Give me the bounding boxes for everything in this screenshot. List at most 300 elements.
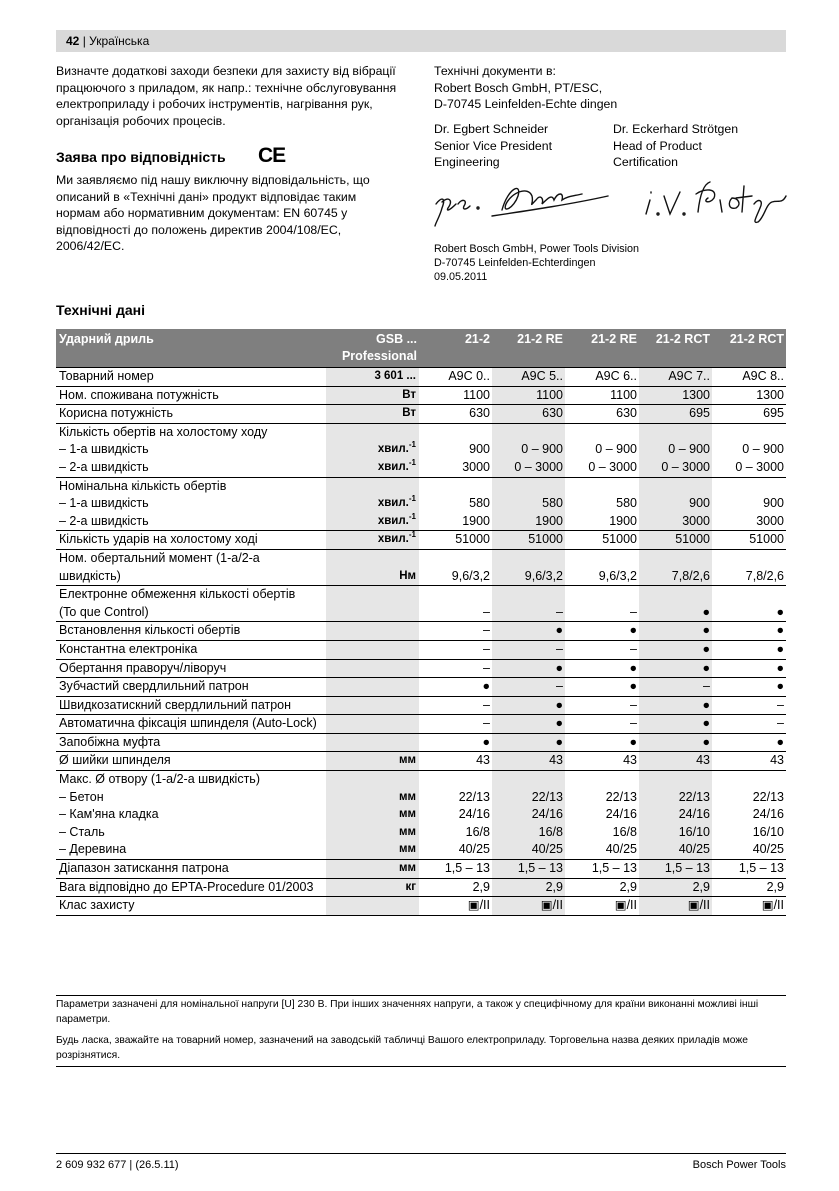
row-unit bbox=[326, 860, 419, 879]
row-label: Константна електроніка bbox=[56, 640, 326, 659]
table-header-row bbox=[56, 329, 786, 368]
row-value bbox=[492, 513, 565, 531]
row-value-text: 40/25 bbox=[531, 842, 563, 857]
unit-exponent: -1 bbox=[408, 494, 416, 504]
row-unit bbox=[326, 423, 419, 441]
row-unit bbox=[326, 477, 419, 495]
row-value-text: 7,8/2,6 bbox=[671, 568, 710, 583]
row-label: (To que Control) bbox=[59, 604, 149, 619]
row-value bbox=[565, 513, 639, 531]
row-value-text: 2,9 bbox=[545, 879, 563, 894]
table-row bbox=[56, 789, 786, 807]
row-value bbox=[565, 752, 639, 771]
feature-yes-dot: ● bbox=[702, 623, 710, 638]
row-value-text: ▣/II bbox=[687, 898, 710, 913]
table-row bbox=[56, 386, 786, 405]
table-row bbox=[56, 771, 786, 789]
table-header-unit2: Professional bbox=[341, 349, 417, 363]
row-value bbox=[419, 824, 492, 842]
row-value bbox=[419, 368, 492, 387]
row-value bbox=[419, 441, 492, 459]
row-label: Кількість обертів на холостому ходу bbox=[56, 423, 326, 441]
row-value bbox=[639, 604, 712, 622]
table-row bbox=[56, 640, 786, 659]
row-value bbox=[419, 549, 492, 567]
row-value bbox=[639, 752, 712, 771]
row-unit-text: хвил. bbox=[377, 514, 409, 527]
header-language: Українська bbox=[89, 34, 150, 48]
row-value-text: 43 bbox=[549, 753, 563, 768]
row-value bbox=[712, 640, 786, 659]
row-value bbox=[419, 733, 492, 752]
row-value-text: 695 bbox=[689, 406, 710, 421]
row-value-text: – bbox=[483, 641, 490, 656]
row-value-text: 24/16 bbox=[678, 807, 710, 822]
row-value-text: 16/8 bbox=[538, 824, 563, 839]
row-value-text: 40/25 bbox=[752, 842, 784, 857]
row-unit-text: мм bbox=[398, 825, 416, 838]
row-value bbox=[712, 824, 786, 842]
row-value bbox=[565, 860, 639, 879]
row-label: Товарний номер bbox=[56, 368, 326, 387]
row-value-text: 1900 bbox=[609, 513, 637, 528]
row-value bbox=[712, 477, 786, 495]
row-value-text: 0 – 3000 bbox=[514, 459, 563, 474]
tech-docs-line2: Robert Bosch GmbH, PT/ESC, bbox=[434, 80, 603, 95]
row-value bbox=[419, 568, 492, 586]
feature-yes-dot: ● bbox=[629, 734, 637, 749]
row-value-text: 51000 bbox=[602, 532, 637, 547]
row-value-text: – bbox=[483, 604, 490, 619]
row-value bbox=[565, 495, 639, 513]
row-value bbox=[419, 459, 492, 477]
row-value bbox=[712, 513, 786, 531]
row-value bbox=[639, 495, 712, 513]
row-value bbox=[492, 441, 565, 459]
table-row bbox=[56, 604, 786, 622]
row-value bbox=[492, 897, 565, 916]
row-value bbox=[492, 531, 565, 550]
row-value bbox=[565, 459, 639, 477]
table-row bbox=[56, 860, 786, 879]
row-value bbox=[639, 771, 712, 789]
row-value bbox=[712, 878, 786, 897]
row-value-text: 24/16 bbox=[458, 807, 490, 822]
unit-exponent: -1 bbox=[408, 458, 416, 468]
row-value-text: 51000 bbox=[528, 532, 563, 547]
feature-yes-dot: ● bbox=[702, 604, 710, 619]
table-row bbox=[56, 841, 786, 859]
row-value-text: 51000 bbox=[749, 532, 784, 547]
row-value bbox=[492, 860, 565, 879]
row-value-text: A9C 7.. bbox=[668, 369, 710, 383]
row-value bbox=[565, 386, 639, 405]
row-value-text: 2,9 bbox=[619, 879, 637, 894]
row-value-text: – bbox=[630, 641, 637, 656]
row-label: Електронне обмеження кількості обертів bbox=[56, 586, 326, 604]
row-value-text: – bbox=[630, 716, 637, 731]
row-value bbox=[419, 531, 492, 550]
row-unit-text: хвил. bbox=[377, 460, 409, 473]
row-value-text: 0 – 900 bbox=[742, 442, 784, 457]
table-row bbox=[56, 531, 786, 550]
table-row bbox=[56, 659, 786, 678]
table-row bbox=[56, 806, 786, 824]
row-value-text: – bbox=[556, 604, 563, 619]
row-label: Автоматична фіксація шпинделя (Auto-Lock) bbox=[56, 715, 326, 734]
unit-exponent: -1 bbox=[408, 440, 416, 450]
row-value-text: – bbox=[630, 604, 637, 619]
row-label: Ном. споживана потужність bbox=[56, 386, 326, 405]
feature-yes-dot: ● bbox=[776, 679, 784, 694]
ce-mark: CE bbox=[258, 144, 286, 167]
row-unit bbox=[326, 824, 419, 842]
row-value bbox=[639, 586, 712, 604]
row-value-text: 1300 bbox=[682, 387, 710, 402]
row-value bbox=[492, 423, 565, 441]
row-value bbox=[712, 586, 786, 604]
tech-docs bbox=[434, 63, 784, 113]
table-row bbox=[56, 477, 786, 495]
tech-docs-line3: D-70745 Leinfelden-Echte dingen bbox=[434, 97, 618, 111]
row-value bbox=[419, 586, 492, 604]
row-unit-text: мм bbox=[398, 754, 416, 767]
row-value bbox=[565, 368, 639, 387]
row-unit-text: хвил. bbox=[377, 533, 409, 546]
row-value-text: A9C 0.. bbox=[448, 369, 490, 383]
table-row bbox=[56, 549, 786, 567]
row-label: Встановлення кількості обертів bbox=[56, 622, 326, 641]
row-value-text: A9C 6.. bbox=[595, 369, 637, 383]
row-label: Зубчастий свердлильний патрон bbox=[56, 678, 326, 697]
row-value-text: 0 – 3000 bbox=[735, 459, 784, 474]
row-value-text: 43 bbox=[696, 753, 710, 768]
row-value bbox=[419, 495, 492, 513]
row-value bbox=[565, 640, 639, 659]
row-value bbox=[492, 459, 565, 477]
row-unit bbox=[326, 513, 419, 531]
row-value bbox=[419, 841, 492, 859]
row-value bbox=[492, 806, 565, 824]
row-unit bbox=[326, 752, 419, 771]
row-value bbox=[639, 459, 712, 477]
row-value-text: 22/13 bbox=[458, 789, 490, 804]
row-unit-text: хвил. bbox=[377, 497, 409, 510]
row-value bbox=[639, 405, 712, 424]
row-value-text: 1,5 – 13 bbox=[444, 861, 490, 876]
row-value bbox=[639, 549, 712, 567]
row-value bbox=[712, 696, 786, 715]
row-value bbox=[565, 789, 639, 807]
issue-date: 09.05.2011 bbox=[434, 271, 488, 283]
row-value bbox=[492, 405, 565, 424]
row-unit bbox=[326, 678, 419, 697]
row-value-text: ▣/II bbox=[614, 898, 637, 913]
row-value bbox=[492, 622, 565, 641]
row-value-text: 0 – 900 bbox=[521, 442, 563, 457]
table-header-col: 21-2 RE bbox=[492, 329, 565, 368]
row-value-text: 2,9 bbox=[692, 879, 710, 894]
row-value bbox=[565, 696, 639, 715]
feature-yes-dot: ● bbox=[702, 716, 710, 731]
row-unit bbox=[326, 715, 419, 734]
row-value bbox=[419, 806, 492, 824]
row-value bbox=[712, 549, 786, 567]
table-header-col: 21-2 RCT bbox=[639, 329, 712, 368]
row-value-text: 22/13 bbox=[605, 789, 637, 804]
unit-exponent: -1 bbox=[408, 530, 416, 540]
table-row bbox=[56, 423, 786, 441]
row-value bbox=[639, 696, 712, 715]
row-value-text: 1,5 – 13 bbox=[738, 861, 784, 876]
row-value bbox=[419, 659, 492, 678]
row-unit bbox=[326, 459, 419, 477]
row-label: швидкість) bbox=[59, 568, 121, 583]
row-value-text: – bbox=[703, 679, 710, 694]
row-unit bbox=[326, 640, 419, 659]
row-value-text: 24/16 bbox=[752, 807, 784, 822]
row-value-text: 9,6/3,2 bbox=[451, 568, 490, 583]
row-label: Обертання праворуч/ліворуч bbox=[56, 659, 326, 678]
row-value bbox=[712, 789, 786, 807]
row-unit bbox=[326, 789, 419, 807]
feature-yes-dot: ● bbox=[776, 641, 784, 656]
row-value-text: 1300 bbox=[756, 387, 784, 402]
row-unit bbox=[326, 806, 419, 824]
feature-yes-dot: ● bbox=[629, 660, 637, 675]
row-value bbox=[639, 368, 712, 387]
row-value bbox=[565, 622, 639, 641]
row-unit bbox=[326, 531, 419, 550]
row-value-text: 2,9 bbox=[472, 879, 490, 894]
row-value bbox=[565, 678, 639, 697]
row-value bbox=[419, 386, 492, 405]
row-label: Запобіжна муфта bbox=[56, 733, 326, 752]
signatures-image bbox=[432, 174, 792, 232]
table-row bbox=[56, 622, 786, 641]
row-value bbox=[639, 860, 712, 879]
row-value-text: 1100 bbox=[463, 387, 490, 402]
unit-exponent: -1 bbox=[408, 511, 416, 521]
row-label: – 1-а швидкість bbox=[59, 496, 149, 511]
row-value bbox=[492, 386, 565, 405]
row-value bbox=[565, 604, 639, 622]
row-unit bbox=[326, 549, 419, 567]
signatory-2 bbox=[613, 121, 788, 171]
row-value-text: 24/16 bbox=[531, 807, 563, 822]
row-unit bbox=[326, 659, 419, 678]
row-value-text: 695 bbox=[763, 406, 784, 421]
row-value-text: 9,6/3,2 bbox=[524, 568, 563, 583]
table-row bbox=[56, 733, 786, 752]
row-value bbox=[565, 897, 639, 916]
row-label: Номінальна кількість обертів bbox=[56, 477, 326, 495]
row-value bbox=[639, 531, 712, 550]
row-value-text: 40/25 bbox=[458, 842, 490, 857]
table-header-col: 21-2 RE bbox=[565, 329, 639, 368]
row-value-text: 900 bbox=[689, 496, 710, 511]
row-value-text: – bbox=[630, 697, 637, 712]
row-value bbox=[565, 423, 639, 441]
row-value bbox=[712, 752, 786, 771]
row-value-text: 580 bbox=[469, 496, 490, 511]
page-number: 42 bbox=[66, 34, 80, 48]
row-value-text: 16/10 bbox=[752, 824, 784, 839]
row-value bbox=[565, 878, 639, 897]
row-unit bbox=[326, 897, 419, 916]
row-value-text: 24/16 bbox=[605, 807, 637, 822]
row-value-text: ▣/II bbox=[761, 898, 784, 913]
row-value bbox=[419, 878, 492, 897]
row-value-text: A9C 8.. bbox=[742, 369, 784, 383]
table-row bbox=[56, 897, 786, 916]
row-unit bbox=[326, 733, 419, 752]
row-value-text: 16/8 bbox=[612, 824, 637, 839]
row-value bbox=[565, 549, 639, 567]
tech-docs-line1: Технічні документи в: bbox=[434, 64, 556, 78]
row-value bbox=[565, 477, 639, 495]
row-value bbox=[712, 604, 786, 622]
notes-divider-bottom bbox=[56, 1066, 786, 1067]
row-value-text: 630 bbox=[469, 406, 490, 421]
row-value-text: 40/25 bbox=[605, 842, 637, 857]
row-unit bbox=[326, 405, 419, 424]
row-unit-text: хвил. bbox=[377, 443, 409, 456]
row-unit-text: мм bbox=[398, 843, 416, 856]
row-value bbox=[712, 897, 786, 916]
row-value bbox=[492, 752, 565, 771]
feature-yes-dot: ● bbox=[555, 660, 563, 675]
row-unit-text: мм bbox=[398, 790, 416, 803]
signatory-2-title2: Certification bbox=[613, 155, 678, 169]
feature-yes-dot: ● bbox=[776, 734, 784, 749]
row-value bbox=[565, 659, 639, 678]
row-value bbox=[639, 878, 712, 897]
row-value bbox=[565, 586, 639, 604]
row-value-text: 0 – 900 bbox=[668, 442, 710, 457]
table-row bbox=[56, 824, 786, 842]
row-label: Ø шийки шпинделя bbox=[56, 752, 326, 771]
table-row bbox=[56, 696, 786, 715]
table-row bbox=[56, 878, 786, 897]
row-value-text: 43 bbox=[770, 753, 784, 768]
row-label: – Бетон bbox=[59, 789, 104, 804]
row-value bbox=[639, 513, 712, 531]
feature-yes-dot: ● bbox=[555, 623, 563, 638]
row-value-text: A9C 5.. bbox=[521, 369, 563, 383]
row-value-text: – bbox=[556, 641, 563, 656]
row-unit-text: мм bbox=[398, 808, 416, 821]
row-value bbox=[419, 423, 492, 441]
row-value bbox=[639, 568, 712, 586]
feature-yes-dot: ● bbox=[482, 734, 490, 749]
row-value bbox=[419, 622, 492, 641]
row-value bbox=[565, 715, 639, 734]
row-unit bbox=[326, 386, 419, 405]
row-value bbox=[712, 441, 786, 459]
footer-doc-number: 2 609 932 677 | (26.5.11) bbox=[56, 1159, 179, 1171]
table-row bbox=[56, 586, 786, 604]
row-value-text: 630 bbox=[542, 406, 563, 421]
row-unit-text: 3 601 ... bbox=[374, 370, 416, 382]
row-value bbox=[492, 604, 565, 622]
row-value bbox=[565, 841, 639, 859]
row-value bbox=[712, 733, 786, 752]
signatory-1-title1: Senior Vice President bbox=[434, 138, 553, 153]
row-label: – 1-а швидкість bbox=[59, 442, 149, 457]
row-value-text: 22/13 bbox=[752, 789, 784, 804]
feature-yes-dot: ● bbox=[555, 734, 563, 749]
row-label: – 2-а швидкість bbox=[59, 459, 149, 474]
row-label: Вага відповідно до EPTA-Procedure 01/2003 bbox=[56, 878, 326, 897]
row-value-text: 1900 bbox=[462, 513, 490, 528]
row-value-text: – bbox=[777, 697, 784, 712]
row-value-text: 16/8 bbox=[465, 824, 490, 839]
row-label: – 2-а швидкість bbox=[59, 513, 149, 528]
row-value bbox=[492, 368, 565, 387]
row-value-text: – bbox=[483, 716, 490, 731]
row-unit bbox=[326, 878, 419, 897]
row-value bbox=[639, 806, 712, 824]
row-value-text: 900 bbox=[763, 496, 784, 511]
row-value-text: 1,5 – 13 bbox=[664, 861, 710, 876]
row-value bbox=[712, 806, 786, 824]
row-value-text: 3000 bbox=[756, 513, 784, 528]
issuer-address: D-70745 Leinfelden-Echterdingen bbox=[434, 257, 596, 269]
row-value bbox=[639, 622, 712, 641]
row-value-text: 43 bbox=[623, 753, 637, 768]
vibration-intro: Визначте додаткові заходи безпеки для захисту від вібрації працюючого з приладом, як напр.: технічне обслуговування електроприладу і робочих інструментів, нагрівання рук, організація робочих процесів. bbox=[56, 64, 397, 128]
row-value bbox=[419, 789, 492, 807]
row-value-text: 580 bbox=[616, 496, 637, 511]
row-value-text: 22/13 bbox=[531, 789, 563, 804]
row-value bbox=[639, 733, 712, 752]
feature-yes-dot: ● bbox=[702, 641, 710, 656]
row-value bbox=[565, 568, 639, 586]
row-value bbox=[419, 715, 492, 734]
row-value bbox=[712, 841, 786, 859]
row-value bbox=[492, 586, 565, 604]
row-value bbox=[712, 368, 786, 387]
row-unit bbox=[326, 568, 419, 586]
row-value-text: ▣/II bbox=[467, 898, 490, 913]
row-value-text: – bbox=[483, 660, 490, 675]
row-value bbox=[712, 622, 786, 641]
table-row bbox=[56, 568, 786, 586]
row-value-text: 0 – 3000 bbox=[588, 459, 637, 474]
row-value-text: 630 bbox=[616, 406, 637, 421]
row-value bbox=[639, 441, 712, 459]
row-value-text: 51000 bbox=[455, 532, 490, 547]
row-value-text: 0 – 3000 bbox=[661, 459, 710, 474]
table-row bbox=[56, 715, 786, 734]
row-value-text: 2,9 bbox=[766, 879, 784, 894]
row-value bbox=[565, 733, 639, 752]
row-value bbox=[712, 459, 786, 477]
row-value-text: – bbox=[483, 697, 490, 712]
row-value bbox=[492, 715, 565, 734]
row-unit bbox=[326, 696, 419, 715]
notes bbox=[56, 993, 786, 1067]
declaration-title: Заява про відповідність bbox=[56, 149, 226, 165]
row-value bbox=[639, 841, 712, 859]
row-value bbox=[492, 696, 565, 715]
row-value-text: – bbox=[483, 623, 490, 638]
row-unit bbox=[326, 841, 419, 859]
row-label: Корисна потужність bbox=[56, 405, 326, 424]
row-value-text: – bbox=[777, 716, 784, 731]
row-value bbox=[492, 824, 565, 842]
